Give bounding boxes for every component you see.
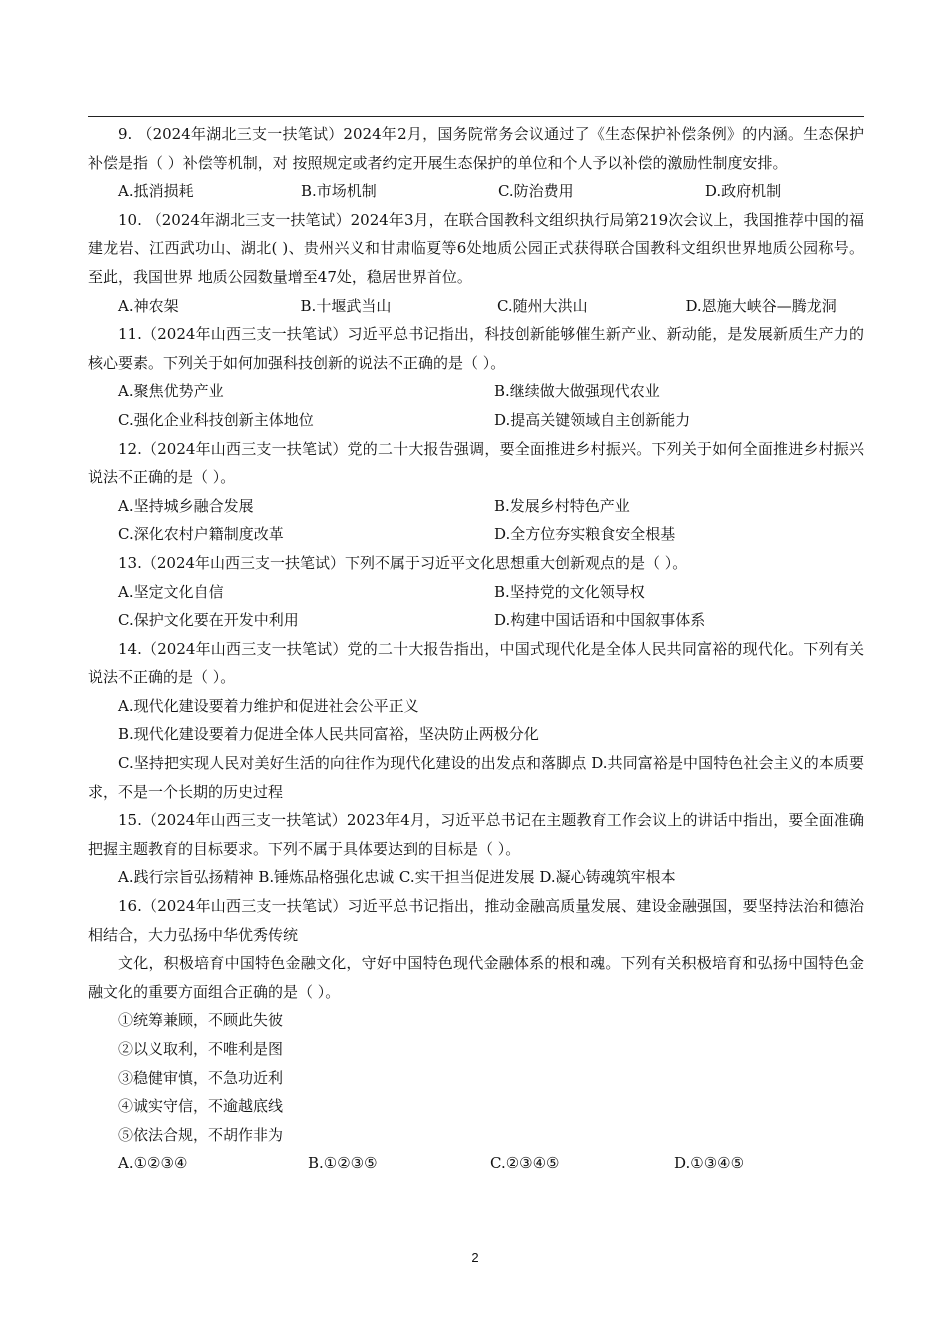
page-number: 2 xyxy=(471,1250,479,1265)
q12-option-a: A.坚持城乡融合发展 xyxy=(118,496,254,515)
q11-option-d: D.提高关键领域自主创新能力 xyxy=(494,410,691,429)
question-14-stem: 14.（2024年山西三支一扶笔试）党的二十大报告指出，中国式现代化是全体人民共同富裕的现代化。下列有关说法不正确的是（ ）。 xyxy=(88,639,864,687)
q14-option-a: A.现代化建设要着力维护和促进社会公平正义 xyxy=(118,696,419,715)
q11-option-a: A.聚焦优势产业 xyxy=(118,382,224,401)
q16-option-b: B.①②③⑤ xyxy=(308,1154,378,1173)
q16-option-c: C.②③④⑤ xyxy=(490,1154,560,1173)
question-11-stem: 11.（2024年山西三支一扶笔试）习近平总书记指出，科技创新能够催生新产业、新动能，是发展新质生产力的核心要素。下列关于如何加强科技创新的说法不正确的是（ ）。 xyxy=(88,325,864,372)
question-12-options-row2 xyxy=(88,520,864,549)
question-13-options-row1 xyxy=(88,578,864,607)
q14-option-cd: C.坚持把实现人民对美好生活的向往作为现代化建设的出发点和落脚点 D.共同富裕是中国特色社会主义的本质要求，不是一个长期的历史过程 xyxy=(88,754,864,801)
question-10-stem: 10. （2024年湖北三支一扶笔试）2024年3月，在联合国教科文组织执行局第219次会议上，我国推荐中国的福建龙岩、江西武功山、湖北( )、贵州兴义和甘肃临夏等6处地质公园正式获得联合国教科文组织世界地质公园称号。至此，我国世界 地质公园数量增至47处，稳居世界首位。 xyxy=(88,210,864,286)
q10-option-d: D.恩施大峡谷—腾龙洞 xyxy=(685,296,837,315)
q16-option-d: D.①③④⑤ xyxy=(674,1154,745,1173)
q12-option-b: B.发展乡村特色产业 xyxy=(494,496,630,515)
question-13-stem: 13.（2024年山西三支一扶笔试）下列不属于习近平文化思想重大创新观点的是（ ）。 xyxy=(118,553,688,572)
q16-item-5: ⑤依法合规，不胡作非为 xyxy=(118,1125,284,1144)
q13-option-c: C.保护文化要在开发中利用 xyxy=(118,611,299,630)
q9-option-d: D.政府机制 xyxy=(704,182,782,201)
question-16-options xyxy=(88,1149,864,1178)
question-11-options-row2 xyxy=(88,406,864,435)
q9-option-a: A.抵消损耗 xyxy=(118,182,194,201)
q16-item-1: ①统筹兼顾，不顾此失彼 xyxy=(118,1011,284,1030)
q12-option-d: D.全方位夯实粮食安全根基 xyxy=(494,525,676,544)
q16-item-2: ②以义取利，不唯利是图 xyxy=(118,1040,284,1058)
question-11-options-row1 xyxy=(88,377,864,406)
q13-option-d: D.构建中国话语和中国叙事体系 xyxy=(494,611,706,630)
q16-option-a: A.①②③④ xyxy=(118,1154,188,1173)
q9-option-c: C.防治费用 xyxy=(497,182,574,201)
question-12-options-row1 xyxy=(88,492,864,521)
q11-option-b: B.继续做大做强现代农业 xyxy=(494,382,660,401)
question-10-options xyxy=(88,292,864,321)
q11-option-c: C.强化企业科技创新主体地位 xyxy=(118,410,314,429)
question-16-stem-continued: 文化，积极培育中国特色金融文化，守好中国特色现代金融体系的根和魂。下列有关积极培育和弘扬中国特色金融文化的重要方面组合正确的是（ ）。 xyxy=(88,954,864,1001)
q13-option-b: B.坚持党的文化领导权 xyxy=(494,582,645,601)
header-rule xyxy=(88,116,864,117)
q16-item-3: ③稳健审慎，不急功近利 xyxy=(118,1068,284,1087)
q10-option-a: A.神农架 xyxy=(118,296,179,315)
q12-option-c: C.深化农村户籍制度改革 xyxy=(118,525,284,544)
q16-item-4: ④诚实守信，不逾越底线 xyxy=(118,1097,284,1116)
question-13-options-row2 xyxy=(88,606,864,635)
q15-options: A.践行宗旨弘扬精神 B.锤炼品格强化忠诚 C.实干担当促进发展 D.凝心铸魂筑牢根本 xyxy=(118,868,676,887)
question-15-stem: 15.（2024年山西三支一扶笔试）2023年4月，习近平总书记在主题教育工作会议上的讲话中指出，要全面准确把握主题教育的目标要求。下列不属于具体要达到的目标是（ ）。 xyxy=(88,811,864,858)
q10-option-b: B.十堰武当山 xyxy=(300,296,392,315)
question-9-options xyxy=(88,177,864,206)
q9-option-b: B.市场机制 xyxy=(301,182,377,201)
question-12-stem: 12.（2024年山西三支一扶笔试）党的二十大报告强调，要全面推进乡村振兴。下列关于如何全面推进乡村振兴说法不正确的是（ ）。 xyxy=(88,439,864,487)
question-9-stem: 9. （2024年湖北三支一扶笔试）2024年2月，国务院常务会议通过了《生态保护补偿条例》的内涵。生态保护补偿是指（ ）补偿等机制，对 按照规定或者约定开展生态保护的单位和个人予以补偿的激励性制度安排。 xyxy=(88,125,864,172)
q14-option-b: B.现代化建设要着力促进全体人民共同富裕，坚决防止两极分化 xyxy=(118,725,539,744)
question-16-stem: 16.（2024年山西三支一扶笔试）习近平总书记指出，推动金融高质量发展、建设金融强国，要坚持法治和德治相结合，大力弘扬中华优秀传统 xyxy=(88,897,864,944)
q10-option-c: C.随州大洪山 xyxy=(496,296,588,315)
q13-option-a: A.坚定文化自信 xyxy=(118,582,224,601)
question-content xyxy=(88,120,864,1178)
